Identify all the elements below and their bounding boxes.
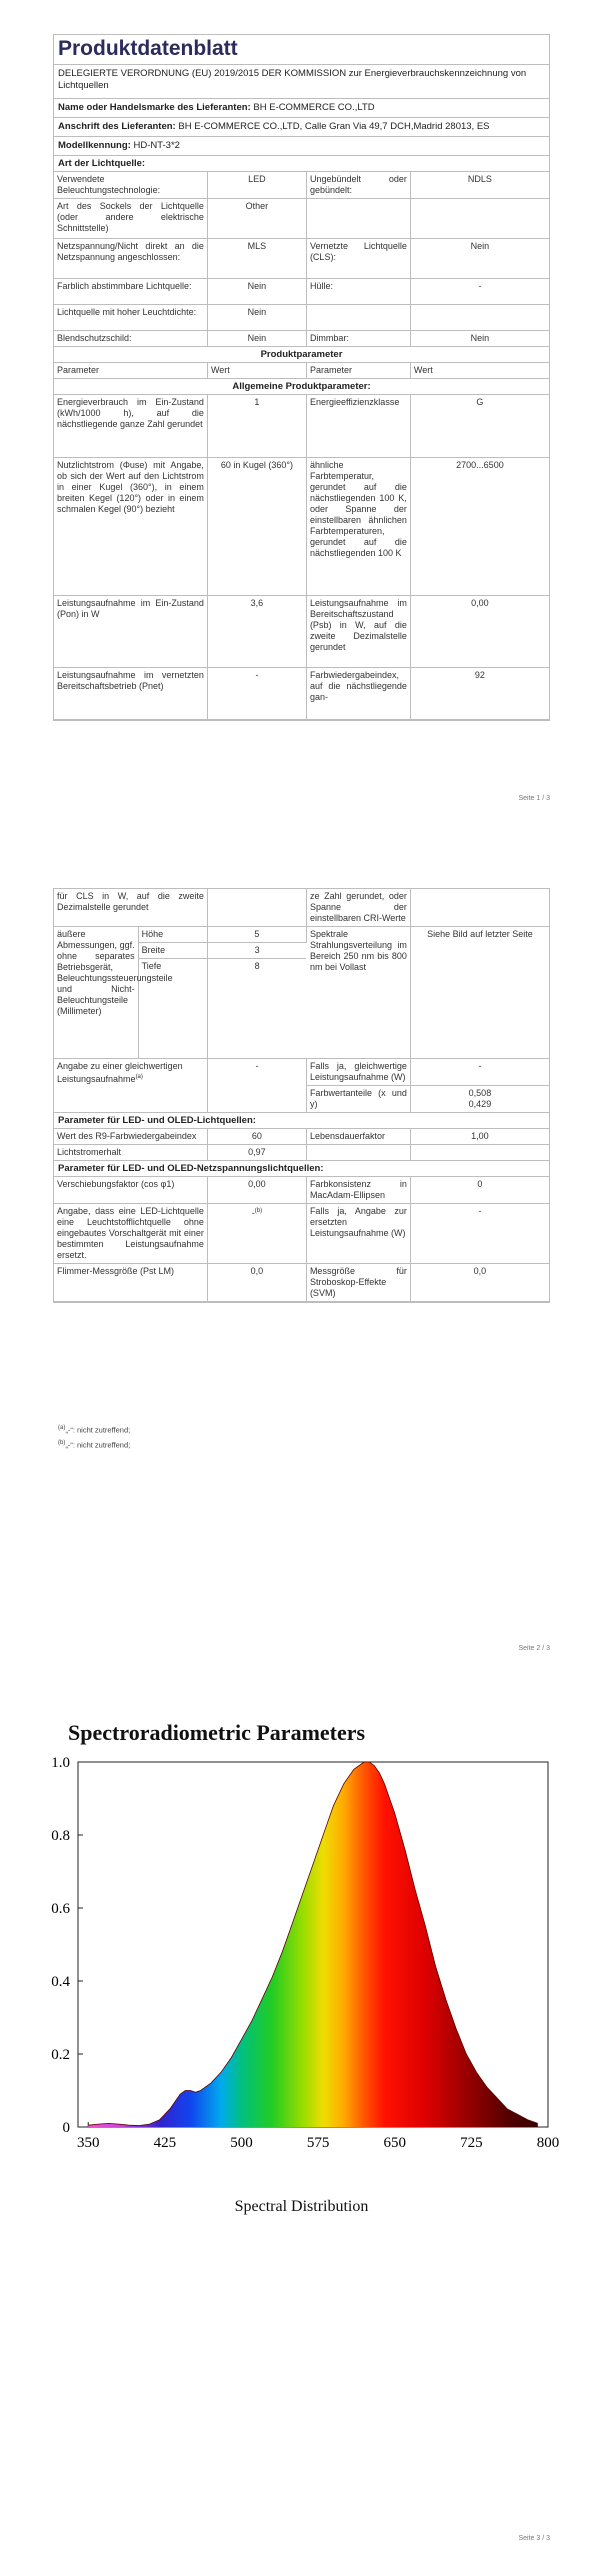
lum-value: 0,97 [207, 1145, 306, 1161]
mains-params-table [54, 1177, 549, 1302]
y-tick-label: 0.4 [51, 1974, 70, 1990]
continued-table [54, 889, 549, 1113]
chroma-y: 0,429 [468, 1099, 492, 1109]
light-row-label-1: Farblich abstimmbare Lichtquelle: [54, 279, 207, 305]
footnote-b-text: „-“: nicht zutreffend; [65, 1440, 131, 1450]
empty-cell-b [410, 1145, 549, 1161]
datasheet-table-continued [53, 888, 550, 1303]
replace-value-sup: (b) [254, 1208, 263, 1214]
general-row-value-2: 0,00 [410, 595, 549, 667]
x-tick-label: 725 [460, 2135, 483, 2151]
chart-title: Spectroradiometric Parameters [68, 1720, 366, 1745]
table-row [54, 595, 549, 667]
macadam-value: 0 [410, 1177, 549, 1204]
page-2 [0, 870, 603, 1670]
general-row-value-1: 3,6 [207, 595, 306, 667]
equiv-value: - [207, 1059, 306, 1113]
page-1 [0, 0, 603, 820]
general-row-value-1: 60 in Kugel (360°) [207, 457, 306, 595]
light-source-type-heading: Art der Lichtquelle: [54, 156, 549, 172]
strobo-label: Messgröße für Stroboskop-Effekte (SVM) [306, 1264, 410, 1302]
cont-value-1 [207, 889, 306, 927]
x-tick-label: 500 [230, 2135, 253, 2151]
life-value: 1,00 [410, 1129, 549, 1145]
light-row-value-1: LED [207, 172, 306, 199]
light-row-value-2 [410, 199, 549, 239]
table-row [54, 239, 549, 279]
dim-name-height: Höhe [138, 927, 207, 943]
light-row-value-2: - [410, 279, 549, 305]
y-tick-label: 0.6 [51, 1901, 70, 1917]
dims-label: äußere Abmessungen, ggf. ohne separates Betriebsgerät, Beleuchtungssteuerungsteile und Nicht-Beleuchtungsteile (Millimeter) [54, 927, 138, 1059]
chart-xlabel: Spectral Distribution [234, 2198, 369, 2215]
page-number: Seite 3 / 3 [518, 2535, 550, 2542]
col-header-value-2: Wert [410, 363, 549, 379]
replace-value-2: - [410, 1204, 549, 1264]
page-number: Seite 2 / 3 [518, 1645, 550, 1652]
light-row-label-2: Ungebündelt oder gebündelt: [306, 172, 410, 199]
table-row [54, 279, 549, 305]
spectrum-chart [0, 1752, 603, 2172]
empty-cell-a [306, 1145, 410, 1161]
datasheet-table [53, 34, 550, 721]
supplier-address-row [54, 118, 549, 137]
light-row-value-1: Other [207, 199, 306, 239]
light-row-label-2 [306, 305, 410, 331]
supplier-address-label: Anschrift des Lieferanten: [58, 121, 176, 132]
light-source-table [54, 172, 549, 347]
general-row-value-2: 92 [410, 667, 549, 719]
equiv-value-2: - [410, 1059, 549, 1086]
equiv-label [54, 1059, 207, 1113]
dim-name-depth: Tiefe [138, 959, 207, 1059]
general-row-label-1: Leistungsaufnahme im Ein-Zustand (Pon) in W [54, 595, 207, 667]
dim-value-width: 3 [207, 943, 306, 959]
x-tick-label: 425 [153, 2135, 177, 2151]
table-row [54, 457, 549, 595]
supplier-address-value: BH E-COMMERCE CO.,LTD, Calle Gran Via 49,7 DCH,Madrid 28013, ES [178, 121, 490, 132]
supplier-name-row [54, 99, 549, 118]
general-row-value-2: 2700...6500 [410, 457, 549, 595]
equiv-label-text: Angabe zu einer gleichwertigen Leistungsaufnahme [57, 1061, 183, 1084]
spectral-label: Spektrale Strahlungsverteilung im Bereich 250 nm bis 800 nm bei Vollast [306, 927, 410, 1059]
general-row-value-1: 1 [207, 395, 306, 457]
product-params-heading: Produktparameter [54, 347, 549, 363]
x-tick-label: 650 [383, 2135, 406, 2151]
flicker-label: Flimmer-Messgröße (Pst LM) [54, 1264, 207, 1302]
general-row-label-1: Leistungsaufnahme im vernetzten Bereitschaftsbetrieb (Pnet) [54, 667, 207, 719]
general-row-value-2: G [410, 395, 549, 457]
light-row-value-2: Nein [410, 331, 549, 347]
life-label: Lebensdauerfaktor [306, 1129, 410, 1145]
spectral-value: Siehe Bild auf letzter Seite [410, 927, 549, 1059]
footnote-a [58, 1425, 130, 1435]
supplier-name-value: BH E-COMMERCE CO.,LTD [253, 102, 375, 113]
equiv-label-sup: (a) [135, 1074, 143, 1080]
light-row-label-2: Vernetzte Lichtquelle (CLS): [306, 239, 410, 279]
general-row-label-1: Energieverbrauch im Ein-Zustand (kWh/1000 h), auf die nächstliegende ganze Zahl gerundet [54, 395, 207, 457]
table-row [54, 395, 549, 457]
light-row-label-1: Art des Sockels der Lichtquelle (oder andere elektrische Schnittstelle) [54, 199, 207, 239]
pf-value: 0,00 [207, 1177, 306, 1204]
flicker-value: 0,0 [207, 1264, 306, 1302]
footnote-b [58, 1440, 130, 1450]
cont-label-1: für CLS in W, auf die zweite Dezimalstelle gerundet [54, 889, 207, 927]
model-label: Modellkennung: [58, 140, 131, 151]
table-row [54, 331, 549, 347]
table-row [54, 667, 549, 719]
r9-label: Wert des R9-Farbwiedergabeindex [54, 1129, 207, 1145]
macadam-label: Farbkonsistenz in MacAdam-Ellipsen [306, 1177, 410, 1204]
y-tick-label: 0 [62, 2120, 70, 2136]
light-row-value-1: Nein [207, 279, 306, 305]
chroma-values [410, 1086, 549, 1113]
page-number: Seite 1 / 3 [518, 795, 550, 802]
cont-value-2 [410, 889, 549, 927]
footnote-b-mark: (b) [58, 1440, 66, 1446]
model-value: HD-NT-3*2 [133, 140, 180, 151]
table-row [54, 172, 549, 199]
chroma-label: Farbwertanteile (x und y) [306, 1086, 410, 1113]
page-title: Produktdatenblatt [54, 35, 549, 65]
light-row-label-2: Dimmbar: [306, 331, 410, 347]
page-3 [0, 1720, 603, 2560]
light-row-value-1: MLS [207, 239, 306, 279]
x-tick-label: 800 [536, 2135, 560, 2151]
y-tick-label: 1.0 [51, 1755, 70, 1771]
chroma-x: 0,508 [468, 1088, 492, 1098]
cont-label-2: ze Zahl gerundet, oder Spanne der einstellbaren CRI-Werte [306, 889, 410, 927]
r9-value: 60 [207, 1129, 306, 1145]
col-header-param-2: Parameter [306, 363, 410, 379]
general-row-label-2: Leistungsaufnahme im Bereitschaftszustand (Psb) in W, auf die zweite Dezimalstelle gerundet [306, 595, 410, 667]
y-tick-label: 0.2 [51, 2047, 70, 2063]
equiv-label-2: Falls ja, gleichwertige Leistungsaufnahme (W) [306, 1059, 410, 1086]
led-params-heading: Parameter für LED- und OLED-Lichtquellen: [54, 1113, 549, 1129]
strobo-value: 0,0 [410, 1264, 549, 1302]
light-row-value-2 [410, 305, 549, 331]
replace-label: Angabe, dass eine LED-Lichtquelle eine Leuchtstofflichtquelle ohne eingebautes Vorschaltgerät mit einer bestimmten Leistungsaufnahme ersetzt. [54, 1204, 207, 1264]
pf-label: Verschiebungsfaktor (cos φ1) [54, 1177, 207, 1204]
y-tick-label: 0.8 [51, 1828, 70, 1844]
x-tick-label: 575 [306, 2135, 330, 2151]
light-row-label-2 [306, 199, 410, 239]
light-row-label-1: Netzspannung/Nicht direkt an die Netzspannung angeschlossen: [54, 239, 207, 279]
dim-name-width: Breite [138, 943, 207, 959]
footnote-a-text: „-“: nicht zutreffend; [65, 1425, 131, 1435]
spectrum-fill [0, 1752, 603, 2172]
replace-value [207, 1204, 306, 1264]
light-row-value-1: Nein [207, 305, 306, 331]
x-tick-label: 350 [76, 2135, 100, 2151]
light-row-label-1: Lichtquelle mit hoher Leuchtdichte: [54, 305, 207, 331]
regulation-text: DELEGIERTE VERORDNUNG (EU) 2019/2015 DER KOMMISSION zur Energieverbrauchskennzeichnung von Lichtquellen [54, 65, 549, 99]
light-row-label-1: Blendschutzschild: [54, 331, 207, 347]
general-params-heading: Allgemeine Produktparameter: [54, 379, 549, 395]
light-row-value-2: NDLS [410, 172, 549, 199]
mains-params-heading: Parameter für LED- und OLED-Netzspannungslichtquellen: [54, 1161, 549, 1177]
general-row-label-1: Nutzlichtstrom (Φuse) mit Angabe, ob sich der Wert auf den Lichtstrom in einer Kugel (360°), in einem breiten Kegel (120°) oder in einem schmalen Kegel (90°) bezieht [54, 457, 207, 595]
light-row-value-2: Nein [410, 239, 549, 279]
light-row-label-1: Verwendete Beleuchtungstechnologie: [54, 172, 207, 199]
replace-label-2: Falls ja, Angabe zur ersetzten Leistungsaufnahme (W) [306, 1204, 410, 1264]
col-header-param: Parameter [54, 363, 207, 379]
general-row-label-2: ähnliche Farbtemperatur, gerundet auf die nächstliegenden 100 K, oder Spanne der einstellbaren ähnlichen Farbtemperaturen, gerundet auf die nächstliegenden 100 K [306, 457, 410, 595]
footnote-a-mark: (a) [58, 1425, 66, 1431]
led-params-table [54, 1129, 549, 1161]
dim-value-height: 5 [207, 927, 306, 943]
params-header-table [54, 363, 549, 379]
col-header-value: Wert [207, 363, 306, 379]
supplier-name-label: Name oder Handelsmarke des Lieferanten: [58, 102, 251, 113]
lum-label: Lichtstromerhalt [54, 1145, 207, 1161]
light-row-label-2: Hülle: [306, 279, 410, 305]
light-row-value-1: Nein [207, 331, 306, 347]
replace-value-text: - [251, 1208, 255, 1218]
table-row [54, 305, 549, 331]
general-row-value-1: - [207, 667, 306, 719]
model-row [54, 137, 549, 156]
general-row-label-2: Farbwiedergabeindex, auf die nächstliegende gan- [306, 667, 410, 719]
table-row [54, 199, 549, 239]
dim-value-depth: 8 [207, 959, 306, 1059]
general-params-table [54, 395, 549, 720]
general-row-label-2: Energieeffizienzklasse [306, 395, 410, 457]
